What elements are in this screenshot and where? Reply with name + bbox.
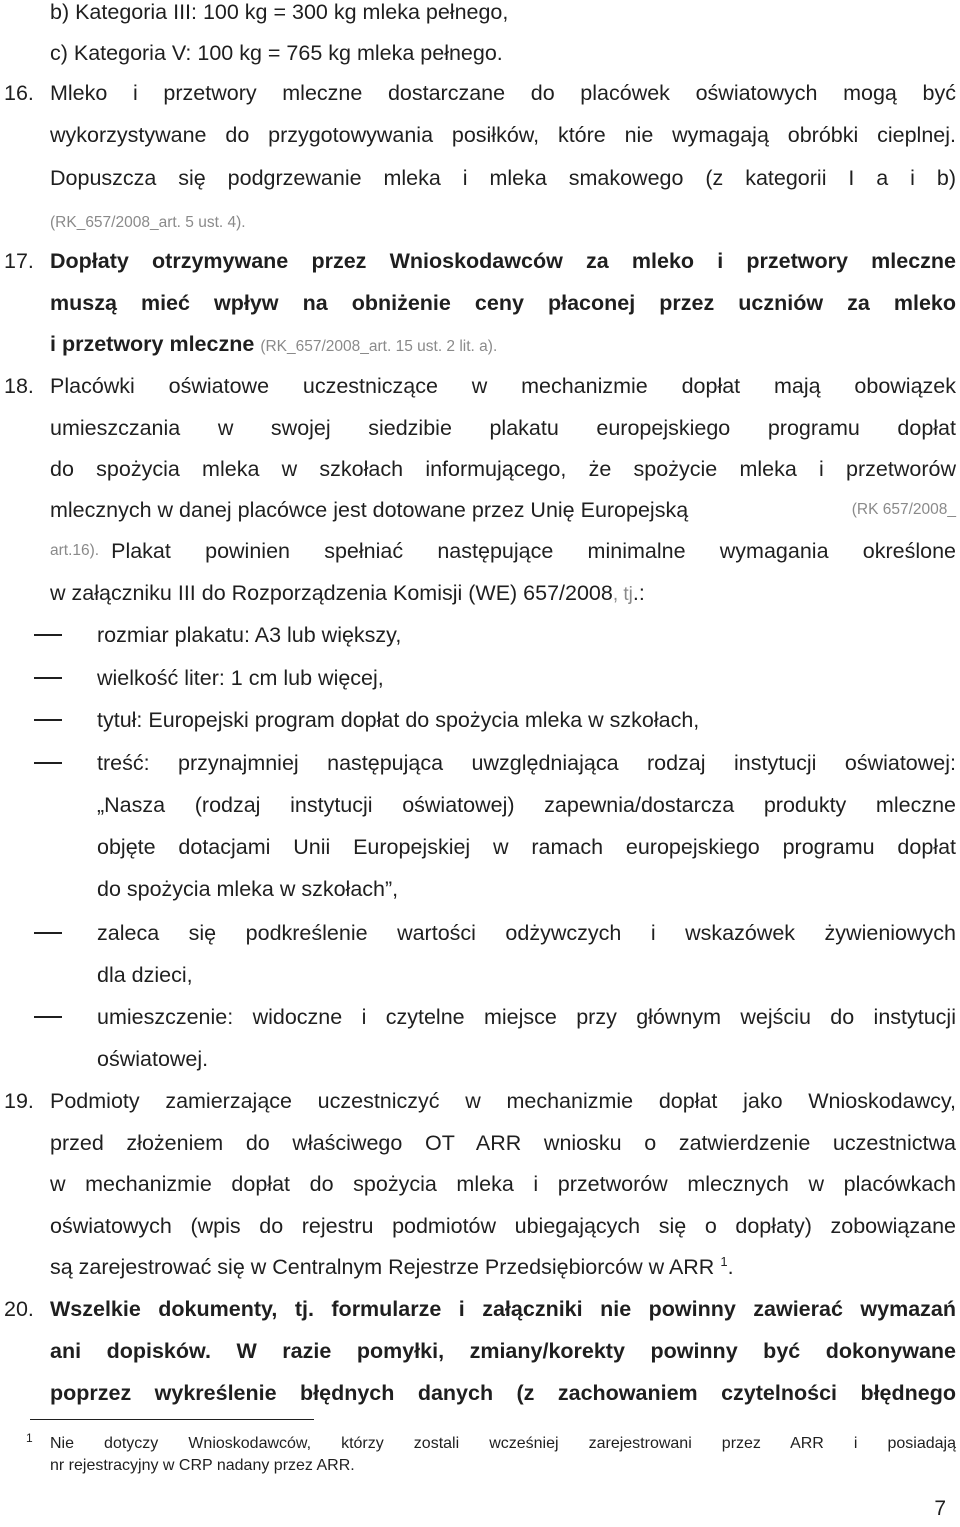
p18-line-1: Placówki oświatowe uczestniczące w mechanizmie dopłat mają obowiązek <box>50 374 956 398</box>
dash-bullet-icon <box>34 762 62 764</box>
p18-line-4 <box>50 495 956 525</box>
item-number-19: 19. <box>4 1089 34 1113</box>
footnote-line-1: Nie dotyczy Wnioskodawców, którzy zostali wcześniej zarejestrowani przez ARR i posiadają <box>50 1435 956 1452</box>
p18-line-6-end: .: <box>632 581 645 605</box>
footnote-separator <box>30 1419 314 1420</box>
list-item-b: b) Kategoria III: 100 kg = 300 kg mleka pełnego, <box>50 0 509 24</box>
bullet-content-line-4: do spożycia mleka w szkołach”, <box>97 877 399 901</box>
p20-line-3: poprzez wykreślenie błędnych danych (z zachowaniem czytelności błędnego <box>50 1381 956 1405</box>
p18-line-4-text: mlecznych w danej placówce jest dotowane przez Unię Europejską <box>50 498 689 522</box>
p17-line-2: muszą mieć wpływ na obniżenie ceny płaconej przez uczniów za mleko <box>50 291 956 315</box>
p18-line-3: do spożycia mleka w szkołach informującego, że spożycie mleka i przetworów <box>50 457 956 481</box>
footnote-mark: 1 <box>26 1431 33 1445</box>
p18-line-6-text: w załączniku III do Rozporządzenia Komisji (WE) 657/2008 <box>50 581 613 605</box>
p19-line-2: przed złożeniem do właściwego OT ARR wniosku o zatwierdzenie uczestnictwa <box>50 1131 956 1155</box>
dash-bullet-icon <box>34 677 62 679</box>
p16-line-3: Dopuszcza się podgrzewanie mleka i mleka smakowego (z kategorii I a i b) <box>50 166 956 190</box>
p16-line-2: wykorzystywane do przygotowywania posiłków, które nie wymagają obróbki cieplnej. <box>50 123 956 147</box>
dash-bullet-icon <box>34 1016 62 1018</box>
p16-line-4 <box>50 205 956 238</box>
p19-line-3: w mechanizmie dopłat do spożycia mleka i przetworów mlecznych w placówkach <box>50 1172 956 1196</box>
p19-line-5-end: . <box>727 1255 734 1279</box>
bullet-poster-size: rozmiar plakatu: A3 lub większy, <box>97 623 402 647</box>
dash-bullet-icon <box>34 719 62 721</box>
p18-line-2: umieszczania w swojej siedzibie plakatu europejskiego programu dopłat <box>50 416 956 440</box>
item-number-18: 18. <box>4 374 34 398</box>
bullet-nutrition-line-2: dla dzieci, <box>97 963 193 987</box>
legal-reference: (RK_657/2008_art. 5 ust. 4). <box>50 214 246 231</box>
bullet-placement-line-2: oświatowej. <box>97 1047 209 1071</box>
p17-line-3 <box>50 329 956 362</box>
p18-line-5 <box>50 536 956 566</box>
p16-line-1: Mleko i przetwory mleczne dostarczane do placówek oświatowych mogą być <box>50 81 956 105</box>
bullet-title: tytuł: Europejski program dopłat do spożycia mleka w szkołach, <box>97 708 700 732</box>
legal-reference: , tj <box>612 584 633 605</box>
p19-line-5 <box>50 1252 956 1282</box>
footnote-line-2: nr rejestracyjny w CRP nadany przez ARR. <box>50 1457 355 1474</box>
bullet-placement-line-1: umieszczenie: widoczne i czytelne miejsce przy głównym wejściu do instytucji <box>97 1005 956 1029</box>
p20-line-1: Wszelkie dokumenty, tj. formularze i załączniki nie powinny zawierać wymazań <box>50 1297 956 1321</box>
item-number-16: 16. <box>4 81 34 105</box>
bullet-content-line-1: treść: przynajmniej następująca uwzględniająca rodzaj instytucji oświatowej: <box>97 751 956 775</box>
p19-line-5-text: są zarejestrować się w Centralnym Rejestrze Przedsiębiorców w ARR <box>50 1255 715 1279</box>
page-number: 7 <box>934 1497 946 1520</box>
list-item-c: c) Kategoria V: 100 kg = 765 kg mleka pełnego. <box>50 41 503 65</box>
item-number-20: 20. <box>4 1297 34 1321</box>
footnote-ref: 1 <box>720 1253 728 1269</box>
legal-reference-cont: art.16). <box>50 542 100 559</box>
p17-line-1: Dopłaty otrzymywane przez Wnioskodawców za mleko i przetwory mleczne <box>50 249 956 273</box>
p17-line-3-text: i przetwory mleczne <box>50 332 255 356</box>
item-number-17: 17. <box>4 249 34 273</box>
dash-bullet-icon <box>34 634 62 636</box>
bullet-nutrition-line-1: zaleca się podkreślenie wartości odżywczych i wskazówek żywieniowych <box>97 921 956 945</box>
bullet-content-line-3: objęte dotacjami Unii Europejskiej w ramach europejskiego programu dopłat <box>97 835 956 859</box>
p20-line-2: ani dopisków. W razie pomyłki, zmiany/korekty powinny być dokonywane <box>50 1339 956 1363</box>
bullet-letter-size: wielkość liter: 1 cm lub więcej, <box>97 666 384 690</box>
p19-line-4: oświatowych (wpis do rejestru podmiotów ubiegających się o dopłaty) zobowiązane <box>50 1214 956 1238</box>
p18-line-6 <box>50 578 956 610</box>
legal-reference: (RK_657/2008_art. 15 ust. 2 lit. a). <box>260 338 498 355</box>
p19-line-1: Podmioty zamierzające uczestniczyć w mechanizmie dopłat jako Wnioskodawcy, <box>50 1089 956 1113</box>
p18-line-5-text: Plakat powinien spełniać następujące minimalne wymagania określone <box>111 539 956 563</box>
bullet-content-line-2: „Nasza (rodzaj instytucji oświatowej) zapewnia/dostarcza produkty mleczne <box>97 793 956 817</box>
dash-bullet-icon <box>34 932 62 934</box>
legal-reference: (RK 657/2008_ <box>851 501 956 518</box>
